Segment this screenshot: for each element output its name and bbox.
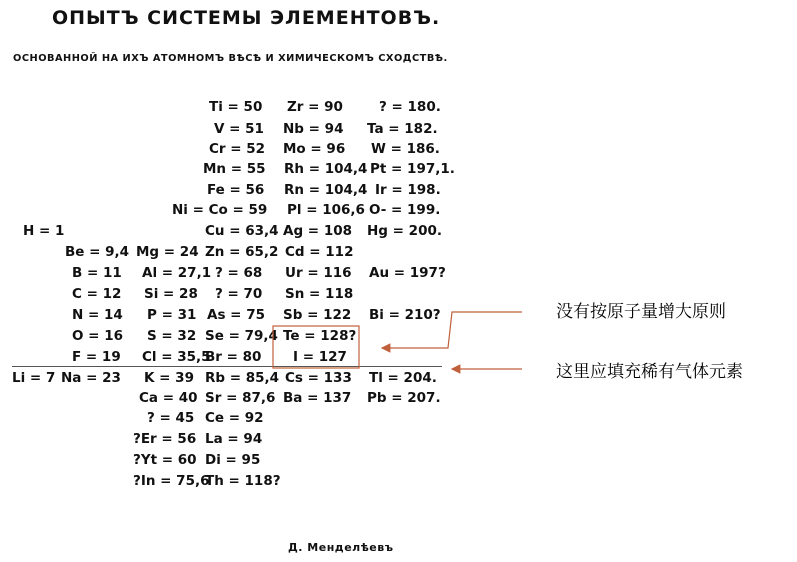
cell-w: W = 186. [371, 141, 440, 157]
cell-zr: Zr = 90 [287, 99, 343, 115]
cell-di: Di = 95 [205, 452, 261, 468]
cell-nico: Ni = Co = 59 [172, 202, 268, 218]
cell-bi: Bi = 210? [369, 307, 441, 323]
cell-ta: Ta = 182. [367, 121, 438, 137]
cell-h: H = 1 [23, 223, 65, 239]
cell-th: Th = 118? [205, 473, 281, 489]
cell-q70: ? = 70 [215, 286, 263, 302]
annotation-not-by-mass: 没有按原子量增大原则 [556, 302, 726, 322]
cell-cr: Cr = 52 [209, 141, 266, 157]
cell-k: K = 39 [144, 370, 194, 386]
cell-pl: Pl = 106,6 [287, 202, 365, 218]
cell-li: Li = 7 [12, 370, 56, 386]
cell-v: V = 51 [214, 121, 264, 137]
cell-os: O- = 199. [369, 202, 441, 218]
cell-ba: Ba = 137 [283, 390, 352, 406]
signature: Д. Менделѣевъ [288, 541, 394, 554]
annotation-noble-gas: 这里应填充稀有气体元素 [556, 362, 743, 382]
cell-ur: Ur = 116 [285, 265, 352, 281]
cell-c: C = 12 [72, 286, 122, 302]
cell-se: Se = 79,4 [205, 328, 278, 344]
cell-rn: Rn = 104,4 [284, 182, 368, 198]
cell-rh: Rh = 104,4 [284, 161, 368, 177]
cell-tl: Tl = 204. [369, 370, 437, 386]
cell-br: Br = 80 [205, 349, 262, 365]
cell-ir: Ir = 198. [375, 182, 441, 198]
cell-sr: Sr = 87,6 [205, 390, 276, 406]
cell-la: La = 94 [205, 431, 263, 447]
cell-be: Be = 9,4 [65, 244, 130, 260]
cell-fe: Fe = 56 [207, 182, 265, 198]
cell-mn: Mn = 55 [203, 161, 266, 177]
cell-f: F = 19 [72, 349, 121, 365]
cell-yt: ?Yt = 60 [133, 452, 197, 468]
cell-q45: ? = 45 [147, 410, 195, 426]
table-title: ОПЫТЪ СИСТЕМЫ ЭЛЕМЕНТОВЪ. [52, 7, 441, 29]
cell-sb: Sb = 122 [283, 307, 352, 323]
cell-hg: Hg = 200. [367, 223, 442, 239]
cell-s: S = 32 [147, 328, 197, 344]
cell-sn: Sn = 118 [285, 286, 354, 302]
cell-cs: Cs = 133 [285, 370, 352, 386]
cell-rb: Rb = 85,4 [205, 370, 280, 386]
cell-o: O = 16 [72, 328, 123, 344]
cell-ce: Ce = 92 [205, 410, 264, 426]
cell-nb: Nb = 94 [283, 121, 344, 137]
cell-cu: Cu = 63,4 [205, 223, 279, 239]
cell-pb: Pb = 207. [367, 390, 441, 406]
cell-as: As = 75 [207, 307, 265, 323]
cell-b: B = 11 [72, 265, 122, 281]
cell-mg: Mg = 24 [136, 244, 199, 260]
cell-ag: Ag = 108 [283, 223, 353, 239]
cell-p: P = 31 [147, 307, 197, 323]
highlight-box [273, 326, 359, 368]
cell-q68: ? = 68 [215, 265, 263, 281]
arrow-not-by-mass [382, 312, 522, 348]
cell-te: Te = 128? [283, 328, 357, 344]
cell-au: Au = 197? [369, 265, 446, 281]
cell-i: I = 127 [293, 349, 347, 365]
cell-na: Na = 23 [61, 370, 121, 386]
cell-mo: Mo = 96 [283, 141, 346, 157]
cell-pt: Pt = 197,1. [370, 161, 455, 177]
cell-si: Si = 28 [144, 286, 198, 302]
cell-cl: Cl = 35,5 [142, 349, 211, 365]
cell-in: ?In = 75,6 [133, 473, 210, 489]
cell-er: ?Er = 56 [133, 431, 197, 447]
cell-q180: ? = 180. [379, 99, 441, 115]
cell-al: Al = 27,1 [142, 265, 212, 281]
table-subtitle: ОСНОВАННОЙ НА ИХЪ АТОМНОМЪ ВѢСѢ И ХИМИЧЕСКОМЪ СХОДСТВѢ. [13, 53, 448, 64]
cell-ca: Ca = 40 [139, 390, 198, 406]
cell-cd: Cd = 112 [285, 244, 354, 260]
cell-ti: Ti = 50 [209, 99, 263, 115]
cell-zn: Zn = 65,2 [205, 244, 279, 260]
cell-n: N = 14 [72, 307, 123, 323]
